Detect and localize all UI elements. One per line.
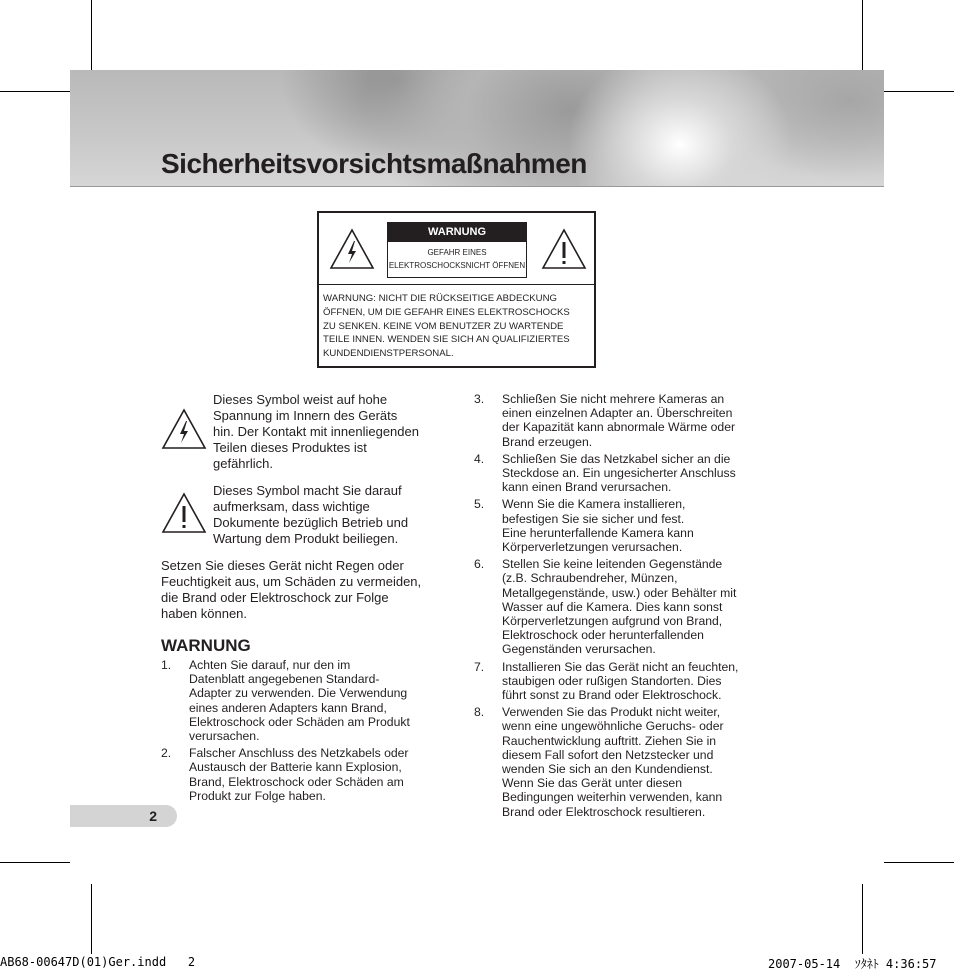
text-line: Wasser auf die Kamera. Dies kann sonst	[502, 599, 723, 614]
text-line: Gegenständen verursachen.	[502, 642, 656, 657]
list-item	[161, 658, 451, 743]
text-line: der Kapazität kann abnormale Wärme oder	[502, 420, 736, 435]
text-line: Körperverletzungen verursachen.	[502, 540, 683, 555]
header-banner	[70, 70, 884, 187]
text-line: führt sonst zu Brand oder Elektroschock.	[502, 688, 722, 703]
text-line: die Brand oder Elektroschock zur Folge	[161, 590, 389, 605]
crop-mark	[884, 862, 954, 863]
text-line: Stellen Sie keine leitenden Gegenstände	[502, 557, 723, 572]
list-item-number: 3.	[474, 392, 485, 406]
text-line: Produkt zur Folge haben.	[189, 788, 326, 803]
text-line: Wenn Sie das Gerät unter diesen	[502, 776, 682, 791]
text-line: Elektroschock oder Schäden am Produkt	[189, 714, 410, 729]
text-line: diesem Fall sofort den Netzstecker und	[502, 747, 714, 762]
crop-mark	[0, 862, 70, 863]
text-line: Schließen Sie nicht mehrere Kameras an	[502, 392, 725, 406]
warning-list-right	[474, 392, 774, 822]
exclamation-warning-icon	[161, 492, 207, 534]
text-line: Rauchentwicklung auftritt. Ziehen Sie in	[502, 733, 717, 748]
warning-label-line: GEFAHR EINES	[427, 248, 487, 257]
warning-box-header	[319, 213, 594, 285]
warning-list-left	[161, 658, 451, 806]
list-item	[161, 746, 451, 803]
crop-mark	[91, 884, 92, 954]
text-line: Setzen Sie dieses Gerät nicht Regen oder	[161, 558, 404, 573]
list-item	[474, 392, 774, 449]
warning-label-head: WARNUNG	[388, 223, 526, 242]
text-line: Schließen Sie das Netzkabel sicher an die	[502, 451, 731, 466]
text-line: wenden Sie sich an den Kundendienst.	[502, 762, 713, 777]
page-title: Sicherheitsvorsichtsmaßnahmen	[161, 148, 587, 179]
text-line: Spannung im Innern des Geräts	[213, 408, 398, 423]
text-line: Datenblatt angegebenen Standard-	[189, 672, 380, 687]
warning-text-line: KUNDENDIENSTPERSONAL.	[323, 348, 454, 360]
warning-heading: WARNUNG	[161, 636, 251, 655]
text-line: einen einzelnen Adapter an. Überschreiten	[502, 406, 733, 421]
text-line: Feuchtigkeit aus, um Schäden zu vermeiden,	[161, 574, 422, 589]
slug-file-info: AB68-00647D(01)Ger.indd 2	[0, 955, 196, 969]
crop-mark	[0, 91, 70, 92]
text-line: Steckdose an. Ein ungesicherter Anschluss	[502, 466, 736, 481]
warning-text-line: TEILE INNEN. WENDEN SIE SICH AN QUALIFIZIERTES	[323, 334, 570, 346]
list-item	[474, 660, 774, 703]
text-line: aufmerksam, dass wichtige	[213, 499, 370, 514]
list-item-number: 4.	[474, 451, 485, 466]
text-line: Elektroschock oder herunterfallenden	[502, 628, 704, 643]
page-number: 2	[70, 805, 177, 827]
text-line: Dieses Symbol macht Sie darauf	[213, 483, 402, 498]
lightning-warning-icon	[161, 408, 207, 450]
text-line: Eine herunterfallende Kamera kann	[502, 525, 694, 540]
warning-box	[317, 211, 596, 368]
text-line: Bedingungen weiterhin verwenden, kann	[502, 790, 723, 805]
text-line: Adapter zu verwenden. Die Verwendung	[189, 686, 408, 701]
text-line: wenn eine ungewöhnliche Geruchs- oder	[502, 719, 724, 734]
list-item-number: 5.	[474, 497, 485, 512]
text-line: verursachen.	[189, 729, 260, 744]
text-line: Wenn Sie die Kamera installieren,	[502, 497, 686, 512]
list-item-number: 8.	[474, 705, 485, 720]
text-line: hin. Der Kontakt mit innenliegenden	[213, 424, 419, 439]
lightning-warning-icon	[329, 228, 375, 270]
text-line: Dokumente bezüglich Betrieb und	[213, 515, 409, 530]
high-voltage-symbol-text	[213, 392, 453, 472]
text-line: Brand erzeugen.	[502, 434, 593, 449]
text-line: Dieses Symbol weist auf hohe	[213, 392, 388, 407]
text-line: Teilen dieses Produktes ist	[213, 440, 367, 455]
list-item	[474, 705, 774, 819]
warning-text-line: ÖFFNEN, UM DIE GEFAHR EINES ELEKTROSCHOCKS	[323, 306, 570, 318]
text-line: (z.B. Schraubendreher, Münzen,	[502, 571, 678, 586]
crop-mark	[884, 91, 954, 92]
exclamation-warning-icon	[541, 228, 587, 270]
text-line: Installieren Sie das Gerät nicht an feuchten,	[502, 659, 739, 674]
text-line: Falscher Anschluss des Netzkabels oder	[189, 746, 409, 761]
list-item-number: 7.	[474, 659, 485, 674]
list-item	[474, 557, 774, 656]
text-line: staubigen oder rußigen Standorten. Dies	[502, 673, 722, 688]
text-line: Achten Sie darauf, nur den im	[189, 658, 351, 672]
warning-text-line: ZU SENKEN. KEINE VOM BENUTZER ZU WARTENDE	[323, 320, 564, 332]
moisture-warning-paragraph	[161, 558, 461, 622]
text-line: gefährlich.	[213, 456, 273, 471]
text-line: Metallgegenstände, usw.) oder Behälter mit	[502, 585, 737, 600]
warning-label-line: ELEKTROSCHOCKSNICHT ÖFFNEN	[388, 261, 526, 270]
text-line: Körperverletzungen aufgrund von Brand,	[502, 614, 723, 629]
text-line: kann einen Brand verursachen.	[502, 480, 672, 495]
text-line: Austausch der Batterie kann Explosion,	[189, 760, 402, 775]
warning-label	[387, 222, 527, 278]
list-item-number: 2.	[161, 746, 172, 761]
text-line: eines anderen Adapters kann Brand,	[189, 700, 387, 715]
text-line: Wartung dem Produkt beiliegen.	[213, 531, 399, 546]
list-item-number: 6.	[474, 557, 485, 572]
text-line: Verwenden Sie das Produkt nicht weiter,	[502, 705, 721, 720]
text-line: Brand, Elektroschock oder Schäden am	[189, 774, 404, 789]
crop-mark	[862, 884, 863, 954]
text-line: befestigen Sie sie sicher und fest.	[502, 511, 685, 526]
text-line: Brand oder Elektroschock resultieren.	[502, 804, 706, 819]
warning-box-text	[323, 292, 595, 361]
text-line: haben können.	[161, 606, 248, 621]
warning-text-line: WARNUNG: NICHT DIE RÜCKSEITIGE ABDECKUNG	[323, 293, 558, 304]
slug-timestamp: 2007-05-14 ｿﾀﾈﾄ 4:36:57	[768, 957, 937, 971]
attention-symbol-text	[213, 483, 453, 547]
list-item	[474, 497, 774, 554]
list-item-number: 1.	[161, 658, 172, 672]
list-item	[474, 452, 774, 495]
